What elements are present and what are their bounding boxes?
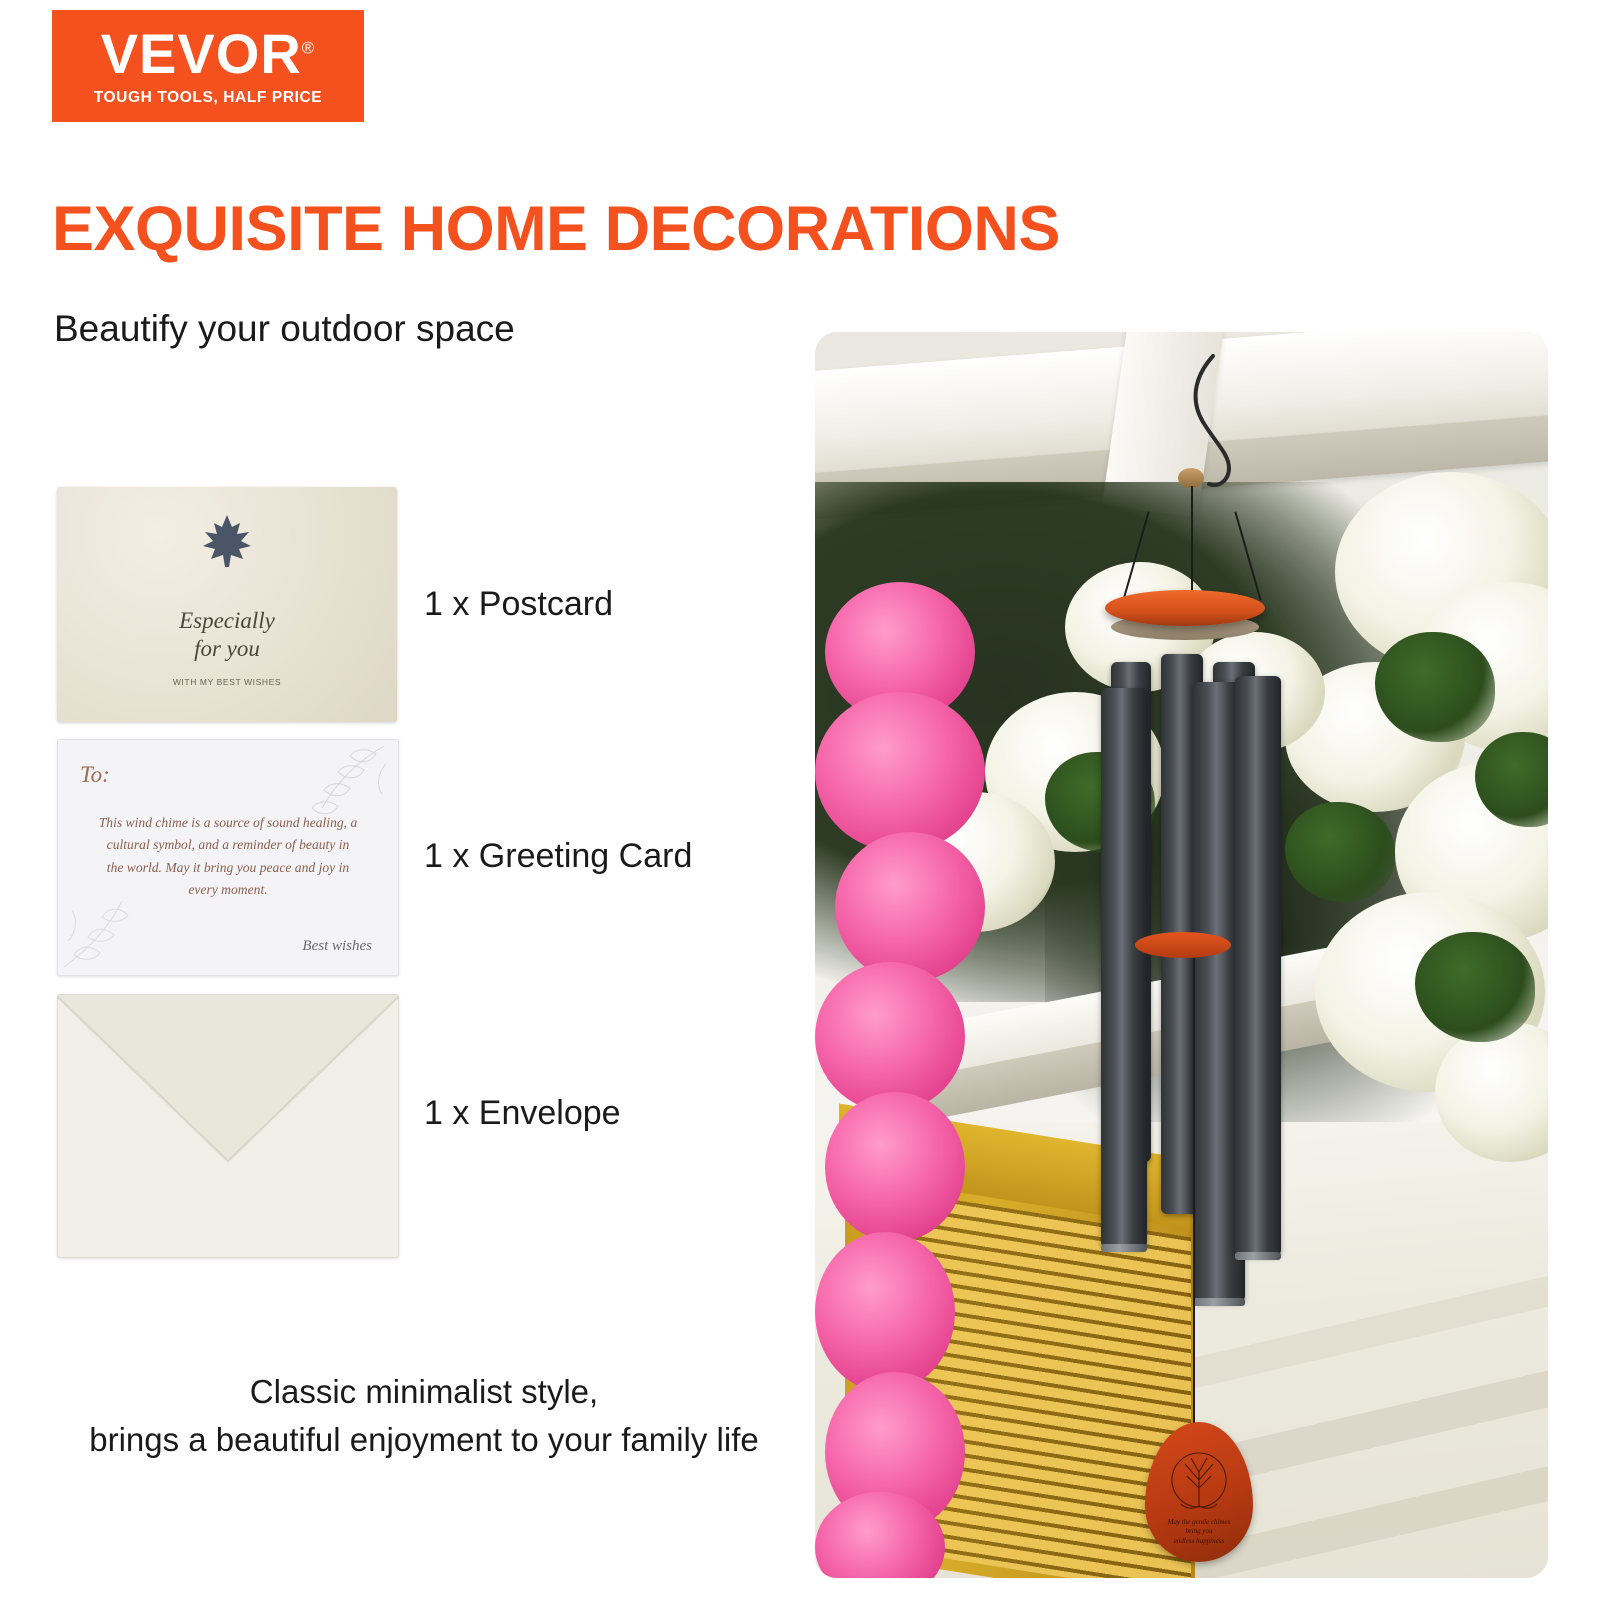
brand-name bbox=[100, 21, 316, 85]
greeting-card-signoff: Best wishes bbox=[302, 938, 372, 954]
postcard-line-2: for you bbox=[194, 636, 260, 662]
page-title: EXQUISITE HOME DECORATIONS bbox=[52, 194, 1060, 264]
page-subtitle: Beautify your outdoor space bbox=[54, 308, 515, 349]
envelope-image bbox=[57, 994, 399, 1258]
greeting-card-body: This wind chime is a source of sound healing, a cultural symbol, and a reminder of beauty in the world. May it bring you peace and joy in every moment. bbox=[98, 815, 358, 898]
maple-leaf-icon bbox=[201, 513, 253, 569]
sail-engraved-text bbox=[1153, 1518, 1245, 1546]
wood-bead bbox=[1178, 468, 1204, 488]
sail-line-3: endless happiness bbox=[1173, 1536, 1225, 1545]
chime-tube-cap bbox=[1101, 1244, 1147, 1252]
pink-flower-cluster bbox=[815, 1232, 955, 1392]
sail-line-2: bring you bbox=[1185, 1527, 1213, 1536]
postcard-script bbox=[57, 607, 397, 663]
hook-icon bbox=[1155, 350, 1275, 500]
brand-logo bbox=[52, 10, 364, 122]
chime-tube-cap bbox=[1235, 1252, 1281, 1260]
postcard-line-1: Especially bbox=[179, 608, 275, 633]
caption-line-2: brings a beautiful enjoyment to your family life bbox=[89, 1420, 759, 1458]
postcard-footer: WITH MY BEST WISHES bbox=[172, 677, 282, 687]
chime-tube bbox=[1235, 676, 1281, 1256]
hanging-cord bbox=[1191, 486, 1193, 598]
pink-flower-cluster bbox=[815, 962, 965, 1112]
registered-mark: ® bbox=[301, 37, 316, 57]
pink-flower-cluster bbox=[815, 692, 985, 852]
product-photo bbox=[815, 332, 1548, 1578]
greeting-card-to-label: To: bbox=[80, 762, 110, 787]
chime-top-disc bbox=[1105, 590, 1265, 626]
chime-tube-cap bbox=[1193, 1298, 1245, 1306]
chime-striker bbox=[1135, 932, 1231, 958]
pink-flower-cluster bbox=[825, 1092, 965, 1242]
pink-flower-cluster bbox=[835, 832, 985, 982]
chime-wind-sail bbox=[1145, 1422, 1253, 1562]
sail-cord bbox=[1193, 958, 1195, 1428]
greeting-card-image bbox=[57, 739, 399, 976]
item-label-envelope: 1 x Envelope bbox=[424, 1094, 621, 1132]
brand-tagline: TOUGH TOOLS, HALF PRICE bbox=[93, 88, 323, 106]
caption-line-1: Classic minimalist style, bbox=[249, 1373, 599, 1410]
sail-line-1: May the gentle chimes bbox=[1167, 1517, 1231, 1526]
item-label-greeting-card: 1 x Greeting Card bbox=[424, 837, 693, 875]
brand-name-text: VEVOR bbox=[100, 21, 302, 85]
envelope-flap-outline bbox=[58, 995, 398, 1165]
chime-tube bbox=[1101, 688, 1147, 1248]
postcard-image bbox=[57, 487, 397, 722]
item-label-postcard: 1 x Postcard bbox=[424, 585, 613, 623]
bottom-caption bbox=[64, 1368, 784, 1464]
